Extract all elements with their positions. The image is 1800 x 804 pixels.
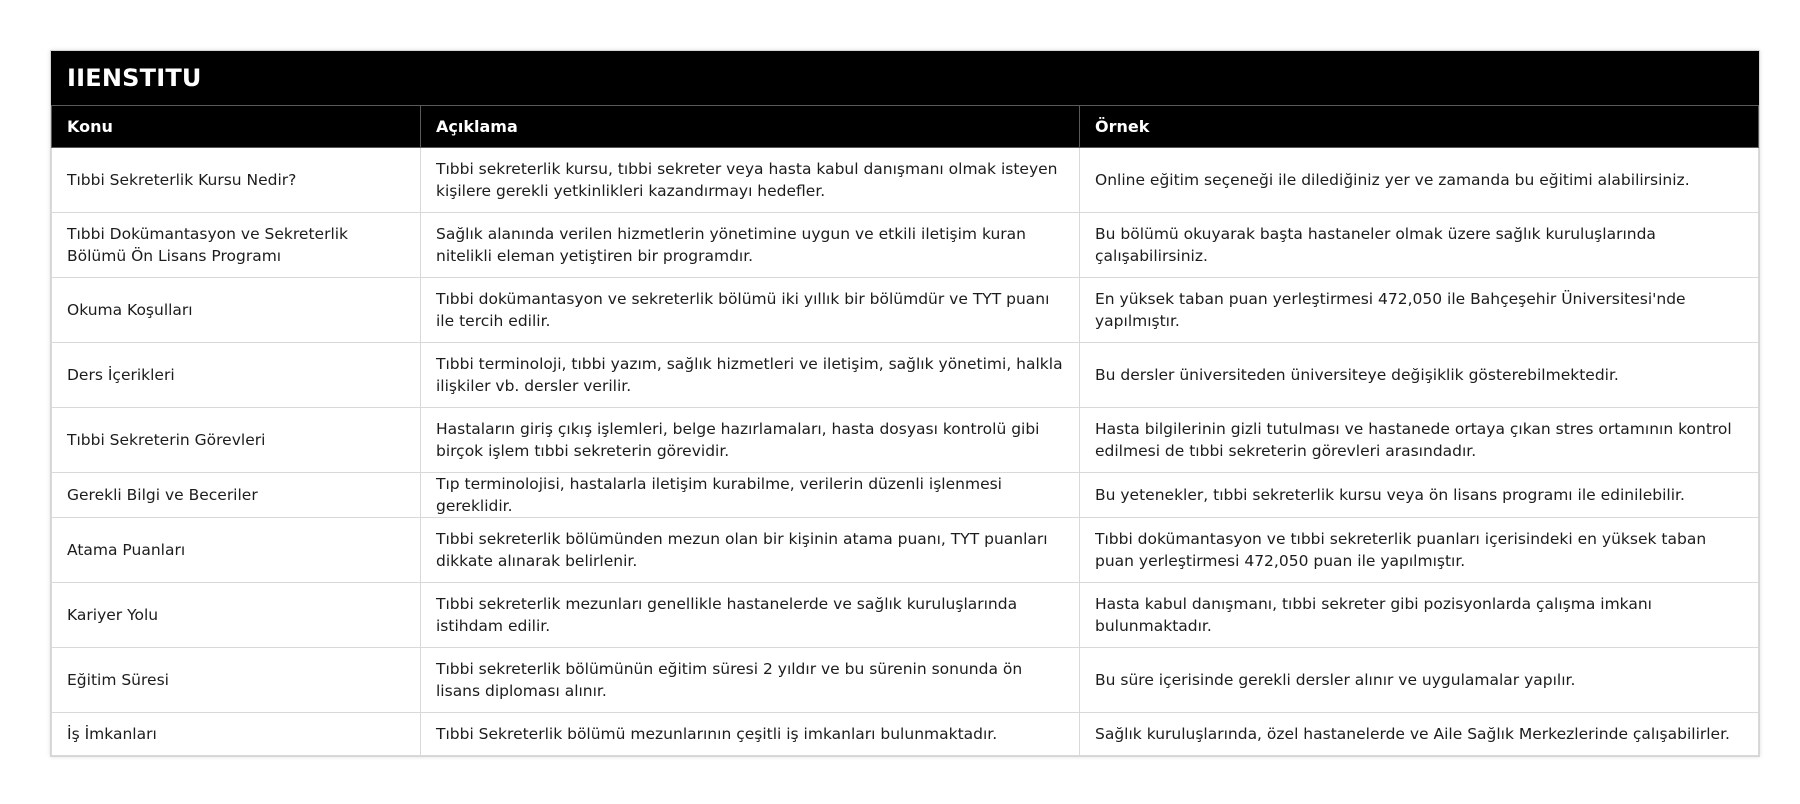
cell-ornek: Sağlık kuruluşlarında, özel hastanelerde ve Aile Sağlık Merkezlerinde çalışabilirler.: [1080, 713, 1759, 756]
cell-ornek: Bu dersler üniversiteden üniversiteye değişiklik gösterebilmektedir.: [1080, 343, 1759, 408]
cell-aciklama: Sağlık alanında verilen hizmetlerin yönetimine uygun ve etkili iletişim kuran nitelikli eleman yetiştiren bir programdır.: [421, 213, 1080, 278]
cell-ornek: Hasta kabul danışmanı, tıbbi sekreter gibi pozisyonlarda çalışma imkanı bulunmaktadır.: [1080, 583, 1759, 648]
table-row: [52, 583, 1759, 648]
table-row: [52, 473, 1759, 518]
cell-aciklama: Tıp terminolojisi, hastalarla iletişim kurabilme, verilerin düzenli işlenmesi gereklidir.: [421, 473, 1080, 518]
cell-aciklama: Tıbbi terminoloji, tıbbi yazım, sağlık hizmetleri ve iletişim, sağlık yönetimi, halkla ilişkiler vb. dersler verilir.: [421, 343, 1080, 408]
cell-aciklama: Tıbbi sekreterlik mezunları genellikle hastanelerde ve sağlık kuruluşlarında istihdam edilir.: [421, 583, 1080, 648]
cell-konu: Gerekli Bilgi ve Beceriler: [52, 473, 421, 518]
cell-ornek: Online eğitim seçeneği ile dilediğiniz yer ve zamanda bu eğitimi alabilirsiniz.: [1080, 148, 1759, 213]
cell-aciklama: Hastaların giriş çıkış işlemleri, belge hazırlamaları, hasta dosyası kontrolü gibi birçok işlem tıbbi sekreterin görevidir.: [421, 408, 1080, 473]
cell-konu: Eğitim Süresi: [52, 648, 421, 713]
cell-konu: Tıbbi Sekreterin Görevleri: [52, 408, 421, 473]
table-row: [52, 518, 1759, 583]
cell-ornek: Hasta bilgilerinin gizli tutulması ve hastanede ortaya çıkan stres ortamının kontrol edilmesi de tıbbi sekreterin görevleri arasındadır.: [1080, 408, 1759, 473]
table-row: [52, 713, 1759, 756]
cell-ornek: En yüksek taban puan yerleştirmesi 472,050 ile Bahçeşehir Üniversitesi'nde yapılmıştır.: [1080, 278, 1759, 343]
table-card: [50, 50, 1760, 757]
column-header-konu: Konu: [52, 106, 421, 148]
cell-aciklama: Tıbbi sekreterlik kursu, tıbbi sekreter veya hasta kabul danışmanı olmak isteyen kişilere gerekli yetkinlikleri kazandırmayı hedefler.: [421, 148, 1080, 213]
cell-aciklama: Tıbbi dokümantasyon ve sekreterlik bölümü iki yıllık bir bölümdür ve TYT puanı ile tercih edilir.: [421, 278, 1080, 343]
cell-konu: Ders İçerikleri: [52, 343, 421, 408]
cell-aciklama: Tıbbi sekreterlik bölümünden mezun olan bir kişinin atama puanı, TYT puanları dikkate alınarak belirlenir.: [421, 518, 1080, 583]
cell-ornek: Tıbbi dokümantasyon ve tıbbi sekreterlik puanları içerisindeki en yüksek taban puan yerleştirmesi 472,050 puan ile yapılmıştır.: [1080, 518, 1759, 583]
table-row: [52, 213, 1759, 278]
cell-ornek: Bu yetenekler, tıbbi sekreterlik kursu veya ön lisans programı ile edinilebilir.: [1080, 473, 1759, 518]
header-row: [52, 106, 1759, 148]
data-table: [51, 105, 1759, 756]
table-row: [52, 648, 1759, 713]
cell-aciklama: Tıbbi Sekreterlik bölümü mezunlarının çeşitli iş imkanları bulunmaktadır.: [421, 713, 1080, 756]
column-header-ornek: Örnek: [1080, 106, 1759, 148]
table-row: [52, 343, 1759, 408]
cell-konu: Okuma Koşulları: [52, 278, 421, 343]
cell-ornek: Bu süre içerisinde gerekli dersler alınır ve uygulamalar yapılır.: [1080, 648, 1759, 713]
cell-konu: Tıbbi Sekreterlik Kursu Nedir?: [52, 148, 421, 213]
brand-title: IIENSTITU: [51, 51, 1759, 105]
cell-konu: Atama Puanları: [52, 518, 421, 583]
table-row: [52, 278, 1759, 343]
column-header-aciklama: Açıklama: [421, 106, 1080, 148]
cell-aciklama: Tıbbi sekreterlik bölümünün eğitim süresi 2 yıldır ve bu sürenin sonunda ön lisans diploması alınır.: [421, 648, 1080, 713]
table-row: [52, 408, 1759, 473]
cell-ornek: Bu bölümü okuyarak başta hastaneler olmak üzere sağlık kuruluşlarında çalışabilirsiniz.: [1080, 213, 1759, 278]
cell-konu: İş İmkanları: [52, 713, 421, 756]
cell-konu: Kariyer Yolu: [52, 583, 421, 648]
cell-konu: Tıbbi Dokümantasyon ve Sekreterlik Bölümü Ön Lisans Programı: [52, 213, 421, 278]
table-row: [52, 148, 1759, 213]
